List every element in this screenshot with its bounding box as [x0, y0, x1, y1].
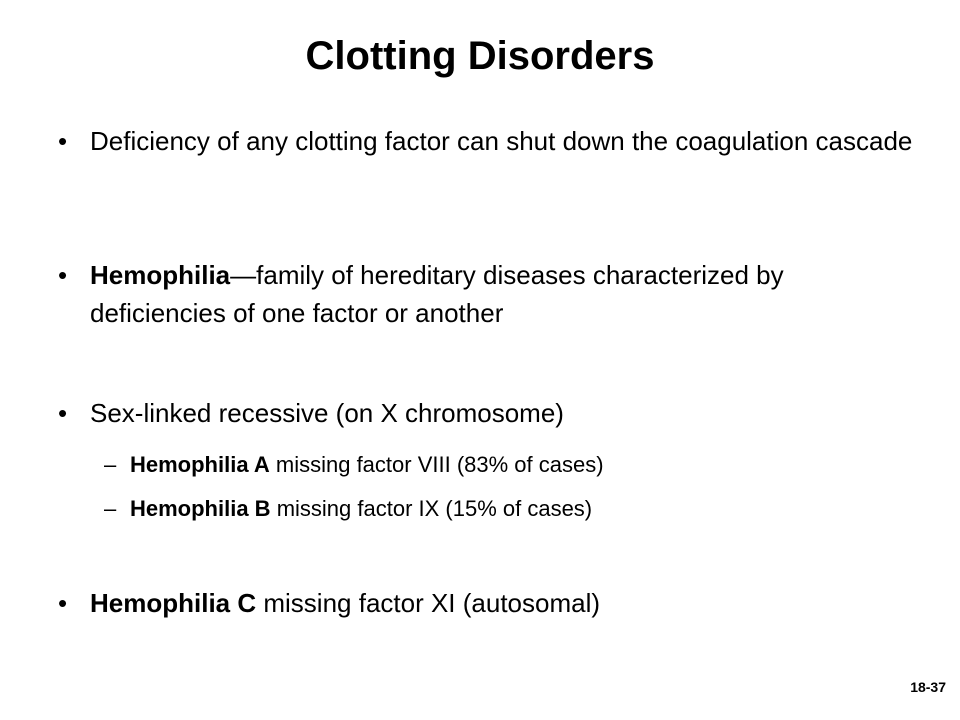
bold-term: Hemophilia A: [130, 452, 270, 477]
bullet-hemophilia-c: [58, 584, 918, 622]
sub-bullet-text: missing factor IX (15% of cases): [270, 496, 593, 521]
bold-term: Hemophilia B: [130, 496, 271, 521]
bullet-content: [90, 584, 918, 622]
sub-bullet-marker: –: [104, 496, 117, 521]
sub-bullet-content: [130, 493, 904, 525]
bullet-text: missing factor XI (autosomal): [256, 588, 601, 618]
sub-bullet-hemophilia-b: [104, 493, 904, 525]
bullet-sex-linked: [58, 394, 918, 432]
bullet-text: —family of hereditary diseases characterized by deficiencies of one factor or another: [90, 260, 784, 328]
page-number: 18-37: [910, 679, 946, 695]
bullet-marker: •: [58, 260, 68, 290]
bullet-text: Sex-linked recessive (on X chromosome): [90, 398, 564, 428]
slide-title: Clotting Disorders: [305, 34, 655, 78]
bold-term: Hemophilia: [90, 260, 231, 290]
bold-term: Hemophilia C: [90, 588, 257, 618]
bullet-text: Deficiency of any clotting factor can shut down the coagulation cascade: [90, 126, 913, 156]
bullet-marker: •: [58, 126, 68, 156]
sub-bullet-marker: –: [104, 452, 117, 477]
sub-bullet-text: missing factor VIII (83% of cases): [269, 452, 604, 477]
sub-bullet-content: [130, 449, 904, 481]
bullet-deficiency: [58, 122, 918, 160]
bullet-hemophilia: [58, 256, 918, 332]
bullet-content: [90, 256, 918, 332]
bullet-marker: •: [58, 588, 68, 618]
bullet-marker: •: [58, 398, 68, 428]
sub-bullet-hemophilia-a: [104, 449, 904, 481]
